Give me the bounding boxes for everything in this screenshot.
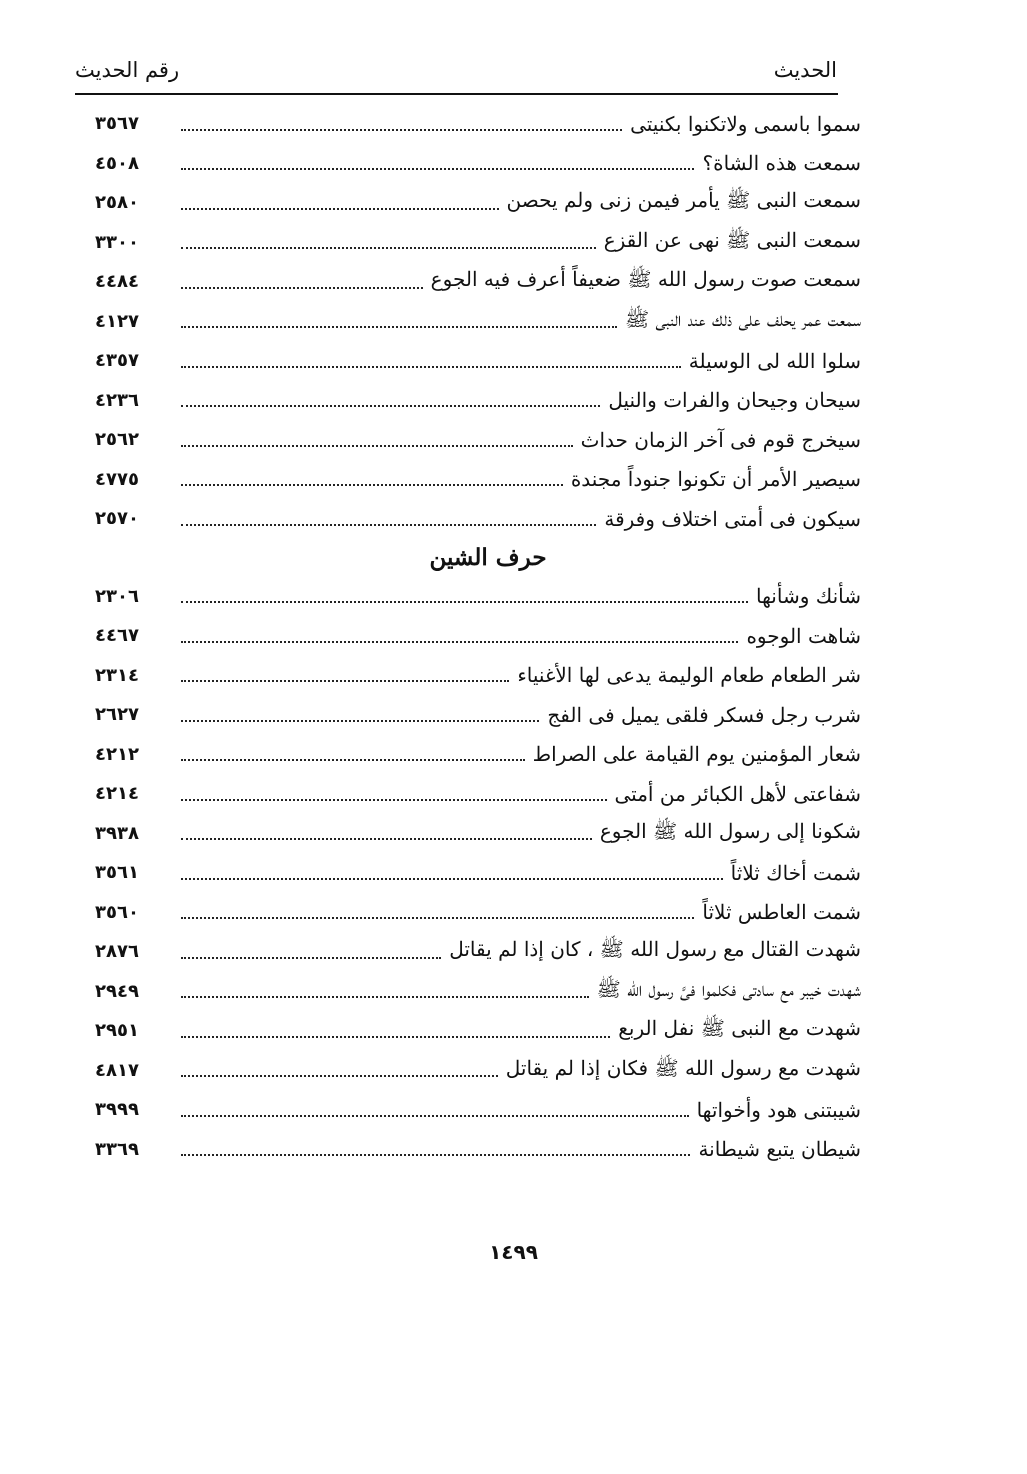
dotted-leader <box>181 326 617 328</box>
dotted-leader <box>181 168 694 170</box>
dotted-leader <box>181 1154 690 1156</box>
index-entry <box>95 893 861 933</box>
index-entry <box>95 460 861 500</box>
hadith-number: ٤٥٠٨ <box>95 152 139 174</box>
dotted-leader <box>181 129 622 131</box>
hadith-text: شمت أخاك ثلاثاً <box>730 860 861 885</box>
hadith-text: شأنك وشأنها <box>755 584 861 609</box>
hadith-text: سلوا الله لى الوسيلة <box>688 348 861 373</box>
hadith-number: ٢٣١٤ <box>95 664 139 686</box>
hadith-number: ٢٨٧٦ <box>95 941 139 963</box>
hadith-number: ٤٤٨٤ <box>95 271 139 293</box>
hadith-text: شهدت القتال مع رسول الله ﷺ ، كان إذا لم يقاتل <box>449 937 861 962</box>
dotted-leader <box>181 720 539 722</box>
dotted-leader <box>181 601 748 603</box>
dotted-leader <box>181 366 681 368</box>
hadith-number: ٤١٢٧ <box>95 310 139 332</box>
hadith-number: ٣٣٠٠ <box>95 231 139 253</box>
hadith-text: شكونا إلى رسول الله ﷺ الجوع <box>599 818 861 843</box>
hadith-text: سمعت هذه الشاة؟ <box>702 151 861 176</box>
hadith-number: ٤٨١٧ <box>95 1059 139 1081</box>
hadith-number: ٤٢١٤ <box>95 783 139 805</box>
index-entry <box>95 774 861 814</box>
hadith-number: ٢٥٧٠ <box>95 508 139 530</box>
dotted-leader <box>181 799 607 801</box>
index-entry <box>95 577 861 617</box>
hadith-number: ٤٢١٢ <box>95 743 139 765</box>
header-hadith-number-label: رقم الحديث <box>75 58 180 82</box>
index-entry <box>95 183 861 223</box>
index-entry <box>95 381 861 421</box>
hadith-number: ٤٢٣٦ <box>95 389 139 411</box>
index-entry <box>95 1090 861 1130</box>
hadith-text: سيصير الأمر أن تكونوا جنوداً مجندة <box>570 467 861 492</box>
dotted-leader <box>181 484 563 486</box>
hadith-text: سموا باسمى ولاتكنوا بكنيتى <box>630 111 861 136</box>
dotted-leader <box>181 917 694 919</box>
hadith-number: ٣٣٦٩ <box>95 1138 139 1160</box>
hadith-text: شيبتنى هود وأخواتها <box>696 1097 861 1122</box>
index-entry <box>95 104 861 144</box>
hadith-number: ٣٥٦٧ <box>95 113 139 135</box>
dotted-leader <box>181 838 592 840</box>
hadith-number: ٢٩٤٩ <box>95 980 139 1002</box>
dotted-leader <box>181 208 499 210</box>
index-entry <box>95 262 861 302</box>
index-entry <box>95 972 861 1012</box>
hadith-text: شعار المؤمنين يوم القيامة على الصراط <box>532 742 861 767</box>
hadith-text: شمت العاطس ثلاثاً <box>702 900 861 925</box>
index-entry <box>95 932 861 972</box>
page-header <box>75 52 837 82</box>
hadith-text: شهدت مع النبى ﷺ نفل الربع <box>618 1016 861 1041</box>
section-sin-entries <box>95 104 861 539</box>
index-entry <box>95 853 861 893</box>
hadith-number: ٣٩٣٨ <box>95 822 139 844</box>
index-entry <box>95 1051 861 1091</box>
hadith-text: سيحان وجيحان والفرات والنيل <box>608 388 861 413</box>
hadith-text: سمعت النبى ﷺ نهى عن القزع <box>603 227 861 252</box>
hadith-number: ٤٧٧٥ <box>95 468 139 490</box>
dotted-leader <box>181 878 723 880</box>
dotted-leader <box>181 680 509 682</box>
dotted-leader <box>181 287 423 289</box>
index-entry <box>95 341 861 381</box>
dotted-leader <box>181 1075 498 1077</box>
index-entry <box>95 616 861 656</box>
dotted-leader <box>181 996 589 998</box>
index-entry <box>95 656 861 696</box>
index-entry <box>95 223 861 263</box>
hadith-number: ٣٩٩٩ <box>95 1099 139 1121</box>
index-entry <box>95 1130 861 1170</box>
hadith-text: سمعت عمر يحلف على ذلك عند النبى ﷺ <box>624 306 861 331</box>
dotted-leader <box>181 641 738 643</box>
dotted-leader <box>181 1115 689 1117</box>
page-number: ١٤٩٩ <box>489 1240 538 1264</box>
hadith-text: شر الطعام طعام الوليمة يدعى لها الأغنياء <box>517 663 861 688</box>
hadith-text: شيطان يتبع شيطانة <box>698 1137 861 1162</box>
hadith-text: سمعت صوت رسول الله ﷺ ضعيفاً أعرف فيه الجوع <box>430 267 861 292</box>
hadith-text: شاهت الوجوه <box>746 623 861 648</box>
hadith-text: سمعت النبى ﷺ يأمر فيمن زنى ولم يحصن <box>506 188 861 213</box>
hadith-number: ٢٩٥١ <box>95 1020 139 1042</box>
index-entry <box>95 1011 861 1051</box>
dotted-leader <box>181 759 525 761</box>
hadith-text: شهدت مع رسول الله ﷺ فكان إذا لم يقاتل <box>505 1055 861 1080</box>
index-entry <box>95 420 861 460</box>
hadith-number: ٢٣٠٦ <box>95 585 139 607</box>
header-divider <box>75 93 838 95</box>
hadith-number: ٤٣٥٧ <box>95 350 139 372</box>
index-entry <box>95 144 861 184</box>
dotted-leader <box>181 1036 610 1038</box>
hadith-number: ٢٥٦٢ <box>95 429 139 451</box>
hadith-text: شهدت خيبر مع سادتى فكلموا فىَّ رسول الله ﷺ <box>596 976 861 1001</box>
index-entry <box>95 814 861 854</box>
hadith-number: ٢٥٨٠ <box>95 192 139 214</box>
hadith-number: ٤٤٦٧ <box>95 625 139 647</box>
index-entry <box>95 735 861 775</box>
index-entry <box>95 695 861 735</box>
hadith-number: ٣٥٦١ <box>95 862 139 884</box>
section-shin-entries <box>95 577 861 1170</box>
hadith-text: شفاعتى لأهل الكبائر من أمتى <box>614 781 861 806</box>
hadith-index-list <box>95 104 861 1169</box>
dotted-leader <box>181 405 600 407</box>
header-hadith-label: الحديث <box>773 58 837 82</box>
dotted-leader <box>181 957 441 959</box>
dotted-leader <box>181 445 573 447</box>
hadith-text: سيخرج قوم فى آخر الزمان حداث <box>580 427 861 452</box>
hadith-number: ٢٦٢٧ <box>95 704 139 726</box>
index-entry <box>95 499 861 539</box>
hadith-text: سيكون فى أمتى اختلاف وفرقة <box>604 506 861 531</box>
hadith-text: شرب رجل فسكر فلقى يميل فى الفج <box>547 702 861 727</box>
dotted-leader <box>181 524 596 526</box>
hadith-number: ٣٥٦٠ <box>95 901 139 923</box>
dotted-leader <box>181 247 596 249</box>
section-heading-shin: حرف الشين <box>429 544 547 571</box>
index-entry <box>95 302 861 342</box>
